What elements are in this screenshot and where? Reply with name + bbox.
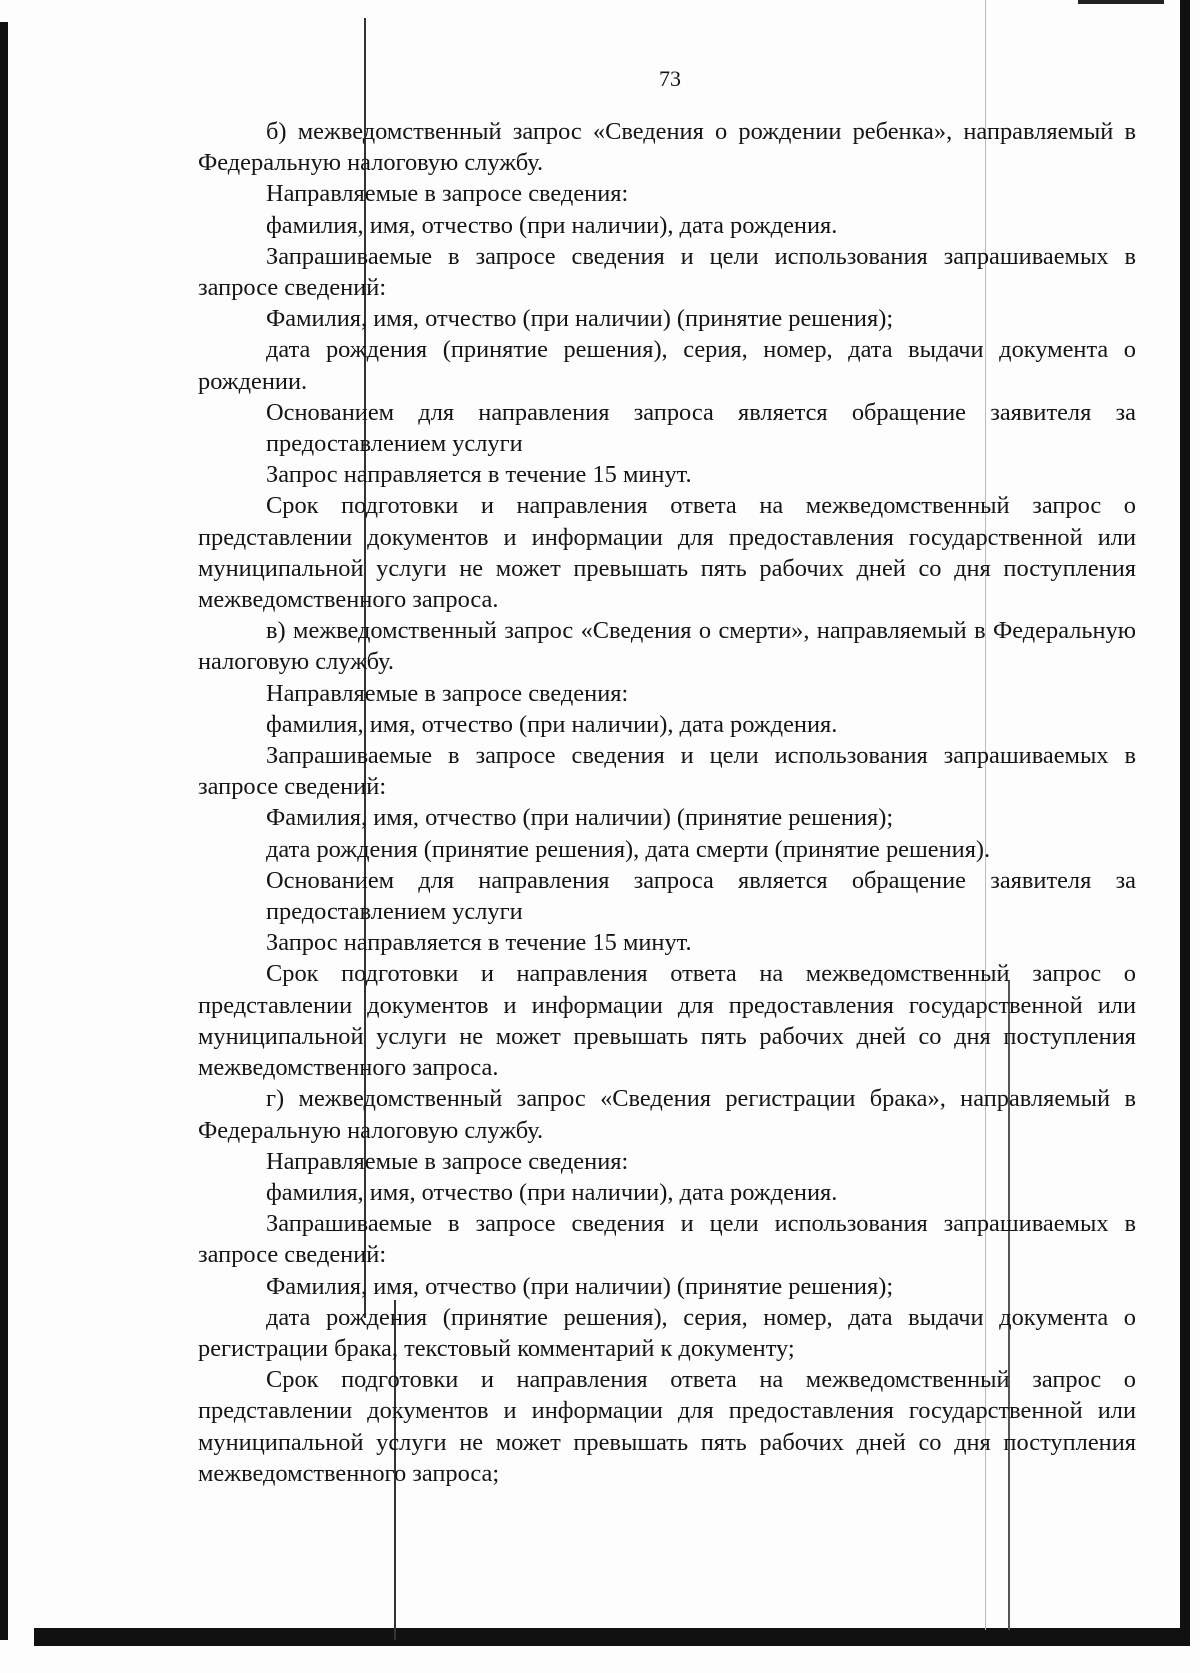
paragraph: дата рождения (принятие решения), серия, номер, дата выдачи документа о рождении.: [198, 336, 1136, 395]
page-number: 73: [659, 66, 681, 91]
paragraph: Срок подготовки и направления ответа на межведомственный запрос о представлении документов и информации для предоставления государственной или муниципальной услуги не может превышать пять рабочих дней со дня поступления межведомственного запроса;: [198, 1366, 1136, 1487]
paragraph: Срок подготовки и направления ответа на межведомственный запрос о представлении документов и информации для предоставления государственной или муниципальной услуги не может превышать пять рабочих дней со дня поступления межведомственного запроса.: [198, 960, 1136, 1082]
paragraph: Запрос направляется в течение 15 минут.: [266, 461, 692, 489]
scan-border-left: [0, 22, 8, 1640]
paragraph: Запрашиваемые в запросе сведения и цели использования запрашиваемых в запросе сведений:: [198, 1210, 1136, 1269]
scan-border-right: [1180, 0, 1190, 1640]
paragraph: Фамилия, имя, отчество (при наличии) (принятие решения);: [266, 305, 894, 333]
paragraph: Направляемые в запросе сведения:: [266, 1147, 629, 1175]
paragraph: Направляемые в запросе сведения:: [266, 679, 629, 707]
document-body: [198, 116, 1136, 1489]
paragraph: Запрос направляется в течение 15 минут.: [266, 929, 692, 957]
paragraph: дата рождения (принятие решения), серия, номер, дата выдачи документа о регистрации брака, текстовый комментарий к документу;: [198, 1303, 1136, 1362]
paragraph: Основанием для направления запроса является обращение заявителя за предоставлением услуги: [266, 398, 1136, 458]
paragraph: Запрашиваемые в запросе сведения и цели использования запрашиваемых в запросе сведений:: [198, 242, 1136, 302]
paragraph: Фамилия, имя, отчество (при наличии) (принятие решения);: [266, 804, 894, 832]
paragraph: фамилия, имя, отчество (при наличии), дата рождения.: [266, 710, 838, 738]
scan-mark-top: [1078, 0, 1164, 4]
paragraph: г) межведомственный запрос «Сведения регистрации брака», направляемый в Федеральную налоговую службу.: [198, 1085, 1136, 1144]
paragraph: Основанием для направления запроса является обращение заявителя за предоставлением услуги: [266, 866, 1136, 926]
paragraph: б) межведомственный запрос «Сведения о рождении ребенка», направляемый в Федеральную налоговую службу.: [198, 118, 1136, 177]
paragraph: Направляемые в запросе сведения:: [266, 180, 629, 208]
scan-border-bottom: [34, 1628, 1190, 1646]
paragraph: фамилия, имя, отчество (при наличии), дата рождения.: [266, 211, 838, 239]
paragraph: дата рождения (принятие решения), дата смерти (принятие решения).: [266, 835, 991, 863]
paragraph: Фамилия, имя, отчество (при наличии) (принятие решения);: [266, 1272, 894, 1300]
paragraph: в) межведомственный запрос «Сведения о смерти», направляемый в Федеральную налоговую службу.: [198, 617, 1136, 676]
paragraph: фамилия, имя, отчество (при наличии), дата рождения.: [266, 1178, 838, 1206]
paragraph: Запрашиваемые в запросе сведения и цели использования запрашиваемых в запросе сведений:: [198, 742, 1136, 801]
paragraph: Срок подготовки и направления ответа на межведомственный запрос о представлении документов и информации для предоставления государственной или муниципальной услуги не может превышать пять рабочих дней со дня поступления межведомственного запроса.: [198, 492, 1136, 614]
